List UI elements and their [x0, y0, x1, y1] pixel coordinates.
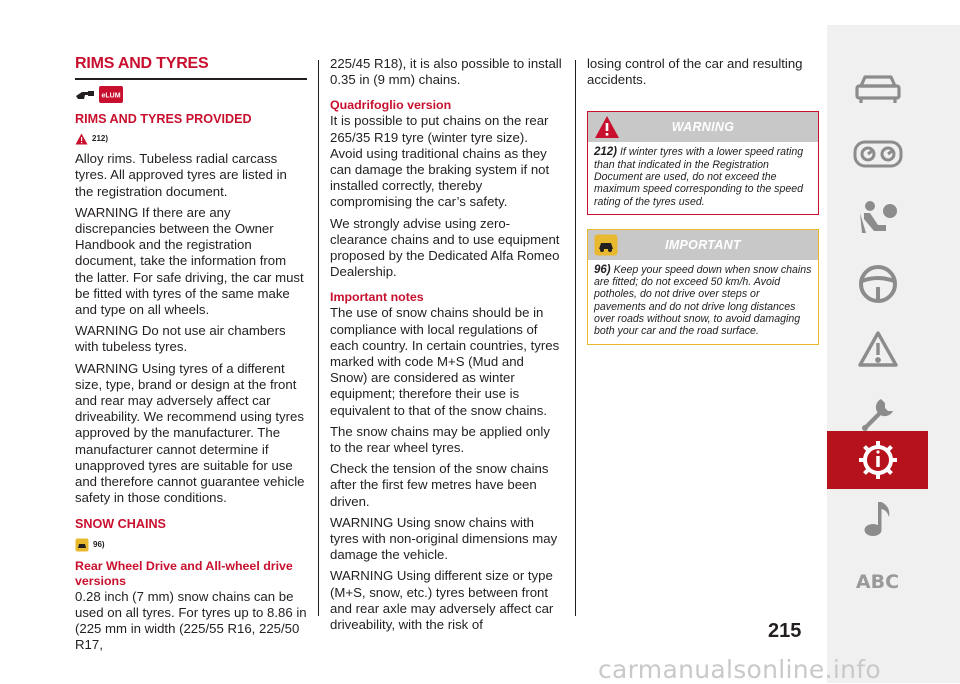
- important-box: [587, 229, 819, 345]
- warning-triangle-icon: [594, 115, 620, 139]
- paragraph: 225/45 R18), it is also possible to install 0.35 in (9 mm) chains.: [330, 56, 562, 88]
- title-rule: [75, 78, 307, 80]
- important-box-text: Keep your speed down when snow chains are fitted; do not exceed 50 km/h. Avoid potholes, do not drive over steps or pavements and do not drive long distances over roads without snow, to avoid damaging both your car and the road surface.: [594, 263, 812, 338]
- ref-number: 96): [93, 539, 105, 549]
- column-divider: [575, 60, 576, 616]
- paragraph: Alloy rims. Tubeless radial carcass tyres. All approved tyres are listed in the registration document.: [75, 151, 287, 199]
- snow-chain-icon: [75, 538, 89, 552]
- paragraph: We strongly advise using zero-clearance chains and to use equipment proposed by the Dedicated Alfa Romeo Dealership.: [330, 215, 560, 280]
- paragraph: WARNING Using snow chains with tyres with non-original dimensions may damage the vehicle.: [330, 514, 558, 563]
- warning-box-text: If winter tyres with a lower speed rating than that indicated in the Registration Document are used, do not exceed the maximum speed corresponding to the speed rating of the tyres used.: [594, 146, 804, 208]
- ref-important-96: [75, 537, 307, 553]
- paragraph: It is possible to put chains on the rear 265/35 R19 tyre (winter tyre size). Avoid using traditional chains as they can damage the braking system if not installed correctly, thereby compromising the car’s safety.: [330, 113, 550, 210]
- warning-box-body: [588, 142, 818, 213]
- column-1: [75, 56, 307, 659]
- manual-hand-icon: [75, 87, 95, 101]
- column-divider: [318, 60, 319, 616]
- warning-triangle-icon: [857, 330, 899, 368]
- heading-important-notes: Important notes: [330, 290, 424, 305]
- ref-warning-212: [75, 131, 307, 147]
- paragraph: Check the tension of the snow chains after the first few metres have been driven.: [330, 461, 549, 509]
- car-icon: [853, 72, 903, 106]
- watermark: carmanualsonline.info: [598, 655, 881, 684]
- paragraph: losing control of the car and resulting accidents.: [587, 56, 803, 88]
- warning-box: [587, 111, 819, 214]
- sidebar-item-technical-data[interactable]: [827, 431, 928, 489]
- paragraph: WARNING Using different size or type (M+S, snow, etc.) tyres between front and rear axle may adversely affect car driveability, with the risk of: [330, 568, 554, 633]
- warning-box-number: 212): [594, 146, 618, 159]
- sidebar-item-index[interactable]: [827, 553, 928, 611]
- column-3: [587, 56, 819, 345]
- music-note-icon: [861, 499, 895, 539]
- important-box-title: IMPORTANT: [665, 237, 741, 252]
- paragraph: The use of snow chains should be in compliance with local regulations of each country. In certain countries, tyres marked with code M+S (Mud and Snow) are considered as winter equipment; therefore their use is equivalent to that of the snow chains.: [330, 305, 560, 418]
- important-box-number: 96): [594, 263, 611, 276]
- technical-data-icon: [856, 438, 900, 482]
- warning-box-header: [588, 112, 818, 142]
- sidebar-item-dashboard[interactable]: [827, 125, 928, 183]
- sidebar-item-multimedia[interactable]: [827, 490, 928, 548]
- steering-wheel-icon: [857, 263, 899, 305]
- elum-badge-text: eLUM: [101, 92, 121, 100]
- heading-rims-provided: RIMS AND TYRES PROVIDED: [75, 111, 252, 126]
- sidebar-item-emergency[interactable]: [827, 320, 928, 378]
- title-icons: [75, 86, 307, 103]
- paragraph: WARNING If there are any discrepancies between the Owner Handbook and the registration document, take the information from the latter. For safe driving, the car must be fitted with tyres of the same make and type on all wheels.: [75, 204, 304, 317]
- heading-snow-chains: SNOW CHAINS: [75, 517, 166, 532]
- heading-rwd-awd: Rear Wheel Drive and All-wheel drive versions: [75, 558, 293, 588]
- paragraph: WARNING Using tyres of a different size, type, brand or design at the front and rear may adversely affect car driveability. We recommend using tyres approved by the manufacturer. The manufacturer cannot determine if unapproved tyres are suitable for use and therefore cannot guarantee vehicle safety in those conditions.: [75, 360, 305, 506]
- dashboard-gauges-icon: [853, 139, 903, 169]
- paragraph: The snow chains may be applied only to the rear wheel tyres.: [330, 423, 550, 456]
- column-2: [330, 56, 562, 638]
- page-number: 215: [768, 620, 802, 642]
- paragraph: WARNING Do not use air chambers with tubeless tyres.: [75, 323, 286, 355]
- snow-chain-icon: [594, 234, 618, 256]
- seat-airbag-icon: [856, 199, 900, 239]
- page-title: RIMS AND TYRES: [75, 55, 209, 72]
- warning-triangle-icon: [75, 133, 88, 145]
- important-box-header: [588, 230, 818, 260]
- chapter-sidebar: [827, 25, 960, 683]
- sidebar-item-car[interactable]: [827, 60, 928, 118]
- elum-badge-icon: [99, 86, 123, 103]
- ref-number: 212): [92, 133, 109, 143]
- sidebar-item-safety[interactable]: [827, 190, 928, 248]
- warning-box-title: WARNING: [671, 120, 735, 135]
- sidebar-item-driving[interactable]: [827, 255, 928, 313]
- important-box-body: [588, 260, 818, 344]
- wrench-icon: [857, 393, 899, 435]
- paragraph: 0.28 inch (7 mm) snow chains can be used on all tyres. For tyres up to 8.86 in (225 mm in width (225/55 R16, 225/50 R17,: [75, 588, 307, 653]
- heading-quadrifoglio: Quadrifoglio version: [330, 98, 452, 113]
- sidebar-abc-label: ABC: [855, 571, 900, 593]
